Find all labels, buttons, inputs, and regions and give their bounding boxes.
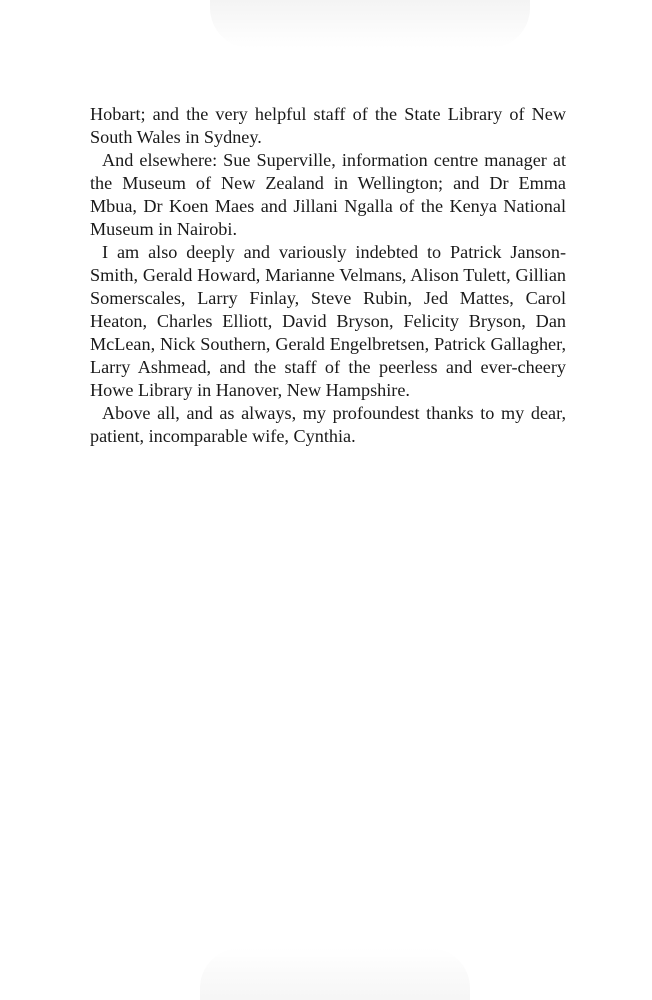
paragraph-continuation: Hobart; and the very helpful staff of the State Library of New South Wales in Sydney. (90, 104, 566, 147)
acknowledgements-text (90, 103, 566, 448)
paragraph-indebted: I am also deeply and variously indebted to Patrick Janson-Smith, Gerald Howard, Marianne Velmans, Alison Tulett, Gillian Somerscales, Larry Finlay, Steve Rubin, Jed Mattes, Carol Heaton, Charles Elliott, David Bryson, Felicity Bryson, Dan McLean, Nick Southern, Gerald Engelbretsen, Patrick Gallagher, Larry Ashmead, and the staff of the peerless and ever-cheery Howe Library in Hanover, New Hampshire. (90, 242, 566, 400)
page-footer-shading (200, 948, 470, 1000)
paragraph-elsewhere: And elsewhere: Sue Superville, information centre manager at the Museum of New Zealand in Wellington; and Dr Emma Mbua, Dr Koen Maes and Jillani Ngalla of the Kenya National Museum in Nairobi. (90, 150, 566, 239)
paragraph-above-all: Above all, and as always, my profoundest thanks to my dear, patient, incomparable wife, Cynthia. (90, 403, 566, 446)
page-header-shading (210, 0, 530, 48)
